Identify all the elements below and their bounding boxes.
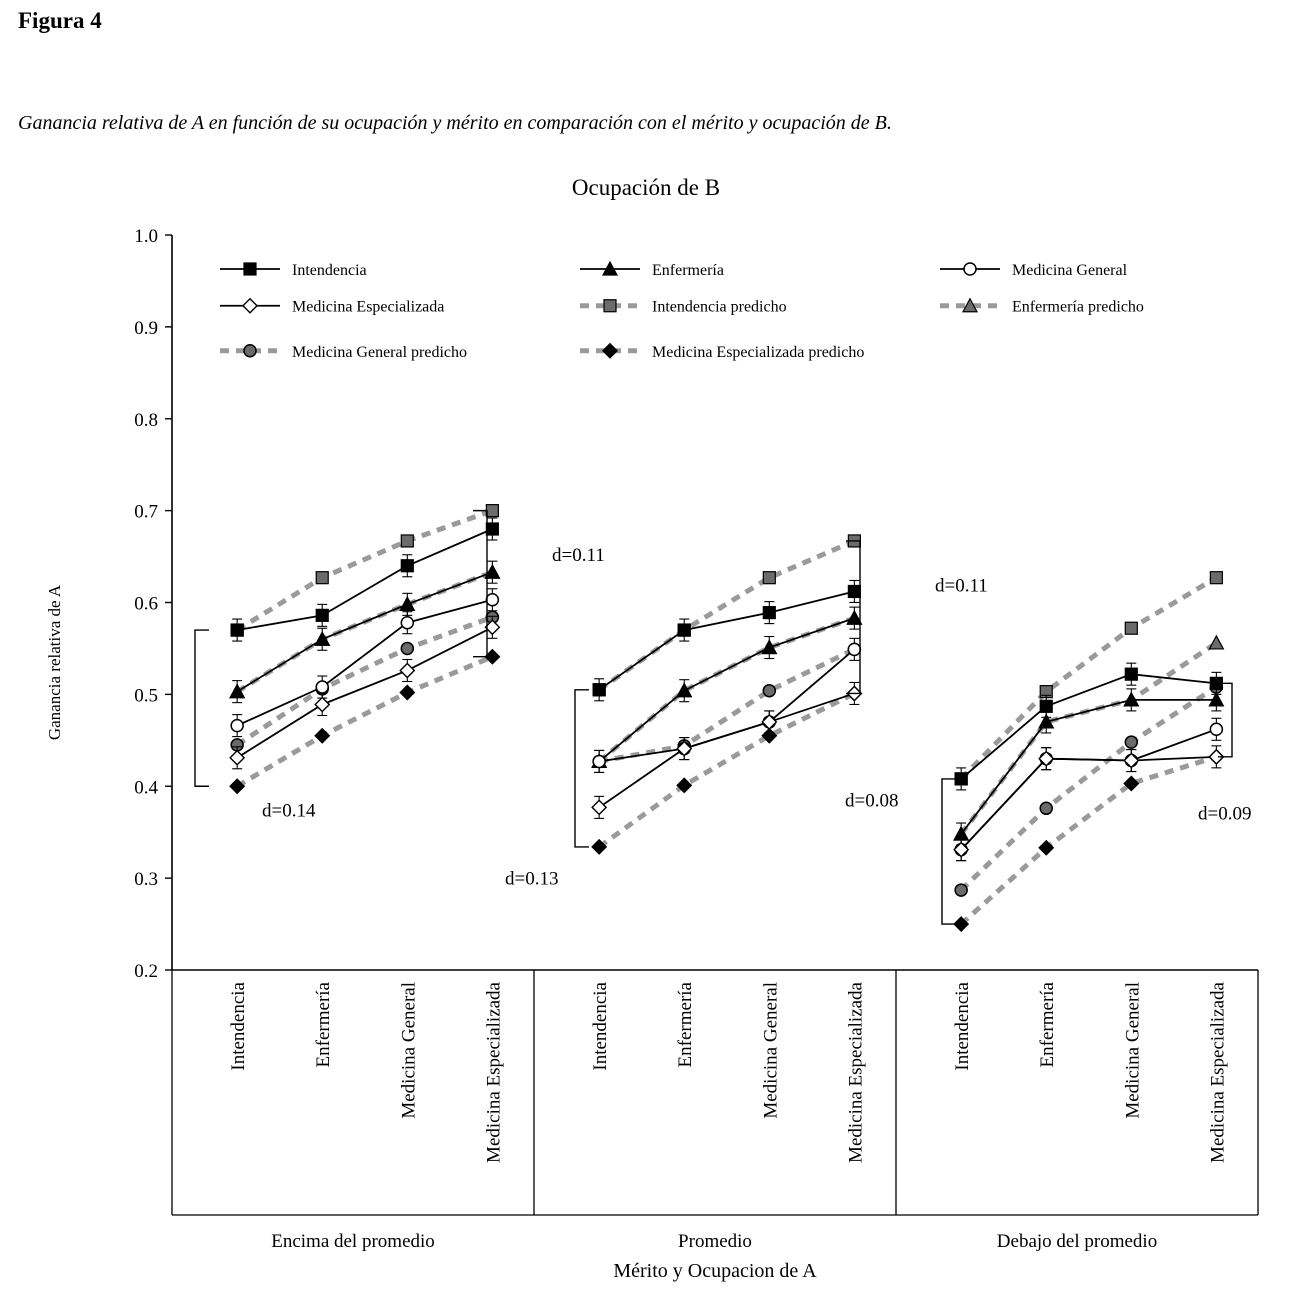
data-point	[1039, 841, 1053, 855]
category-label: Intendencia	[590, 982, 612, 1071]
category-label: Medicina General	[1122, 982, 1144, 1119]
data-point	[315, 729, 329, 743]
data-point	[230, 751, 244, 765]
category-label: Enfermería	[313, 982, 335, 1068]
series-line	[237, 617, 492, 745]
legend-label: Enfermería predicho	[1012, 298, 1144, 316]
category-label: Medicina Especializada	[1207, 982, 1229, 1163]
data-point	[678, 624, 690, 636]
y-tick-label: 0.2	[134, 961, 158, 982]
legend-label: Medicina Especializada predicho	[652, 343, 865, 361]
series-line	[237, 600, 492, 726]
data-point	[231, 720, 243, 732]
y-tick-label: 0.5	[134, 685, 158, 707]
annotation-bracket	[942, 779, 956, 924]
data-point	[231, 624, 243, 636]
data-point	[486, 594, 498, 606]
annotation-label: d=0.08	[845, 790, 899, 812]
legend-label: Intendencia	[292, 261, 367, 279]
category-label: Medicina Especializada	[483, 982, 505, 1163]
data-point	[486, 505, 498, 517]
y-tick-label: 0.3	[134, 869, 158, 891]
data-point	[604, 300, 616, 312]
data-point	[316, 572, 328, 584]
series-line	[237, 529, 492, 630]
series-line	[961, 578, 1216, 779]
series-line	[237, 511, 492, 630]
series-line	[599, 693, 854, 846]
annotation-label: d=0.11	[935, 575, 988, 597]
x-axis-title: Mérito y Ocupacion de A	[613, 1260, 817, 1282]
series-line	[961, 757, 1216, 850]
category-label: Enfermería	[675, 982, 697, 1068]
data-point	[1125, 736, 1137, 748]
annotation-label: d=0.14	[262, 800, 316, 822]
figure-label: Figura 4	[18, 8, 102, 33]
series-line	[961, 687, 1216, 890]
data-point	[315, 697, 329, 711]
series-line	[961, 674, 1216, 779]
legend-label: Medicina General predicho	[292, 343, 468, 361]
legend-label: Intendencia predicho	[652, 298, 787, 316]
data-point	[763, 607, 775, 619]
category-label: Enfermería	[1037, 982, 1059, 1068]
data-point	[401, 535, 413, 547]
data-point	[1210, 572, 1222, 584]
chart-title: Ocupación de B	[571, 175, 721, 200]
data-point	[244, 345, 256, 357]
data-point	[964, 263, 976, 275]
category-label: Medicina Especializada	[845, 982, 867, 1163]
data-point	[593, 684, 605, 696]
figure-caption: Ganancia relativa de A en función de su ocupación y mérito en comparación con el mérito y ocupación de B.	[18, 112, 892, 134]
series-line	[237, 627, 492, 757]
series-line	[237, 657, 492, 787]
data-point	[592, 800, 606, 814]
data-point	[955, 773, 967, 785]
annotation-bracket	[575, 690, 589, 847]
y-tick-label: 0.7	[134, 501, 158, 523]
y-tick-label: 0.4	[134, 777, 158, 799]
series-line	[599, 618, 854, 761]
data-point	[1125, 622, 1137, 634]
group-label: Debajo del promedio	[996, 1231, 1158, 1252]
data-point	[1210, 723, 1222, 735]
y-tick-label: 0.6	[134, 593, 158, 615]
data-point	[593, 755, 605, 767]
annotation-label: d=0.09	[1198, 803, 1252, 825]
data-point	[244, 263, 256, 275]
group-label: Promedio	[678, 1231, 752, 1252]
data-point	[486, 523, 498, 535]
data-point	[848, 585, 860, 597]
data-point	[243, 299, 257, 313]
data-point	[316, 681, 328, 693]
data-point	[1040, 802, 1052, 814]
series-line	[599, 618, 854, 761]
y-axis-title: Ganancia relativa de A	[45, 584, 64, 741]
data-point	[401, 560, 413, 572]
data-point	[1125, 668, 1137, 680]
category-label: Medicina General	[398, 982, 420, 1119]
data-point	[400, 686, 414, 700]
category-label: Intendencia	[952, 981, 974, 1071]
annotation-label: d=0.11	[552, 545, 605, 567]
chart-svg	[0, 215, 1292, 1305]
annotation-label: d=0.13	[505, 868, 559, 890]
chart-plot-area	[0, 215, 1292, 1305]
data-point	[1124, 754, 1138, 768]
y-tick-label: 1.0	[134, 226, 158, 247]
data-point	[316, 609, 328, 621]
legend-label: Medicina General	[1012, 261, 1128, 279]
group-label: Encima del promedio	[271, 1231, 435, 1252]
category-label: Medicina General	[760, 982, 782, 1119]
data-point	[763, 685, 775, 697]
legend-label: Medicina Especializada	[292, 298, 445, 316]
data-point	[401, 642, 413, 654]
data-point	[955, 884, 967, 896]
data-point	[401, 617, 413, 629]
category-label: Intendencia	[228, 982, 250, 1071]
y-tick-label: 0.8	[134, 409, 158, 431]
data-point	[1209, 636, 1223, 649]
data-point	[848, 643, 860, 655]
annotation-bracket	[195, 630, 209, 786]
y-tick-label: 0.9	[134, 317, 158, 339]
data-point	[603, 344, 617, 358]
data-point	[763, 572, 775, 584]
data-point	[400, 663, 414, 677]
legend-label: Enfermería	[652, 261, 724, 279]
